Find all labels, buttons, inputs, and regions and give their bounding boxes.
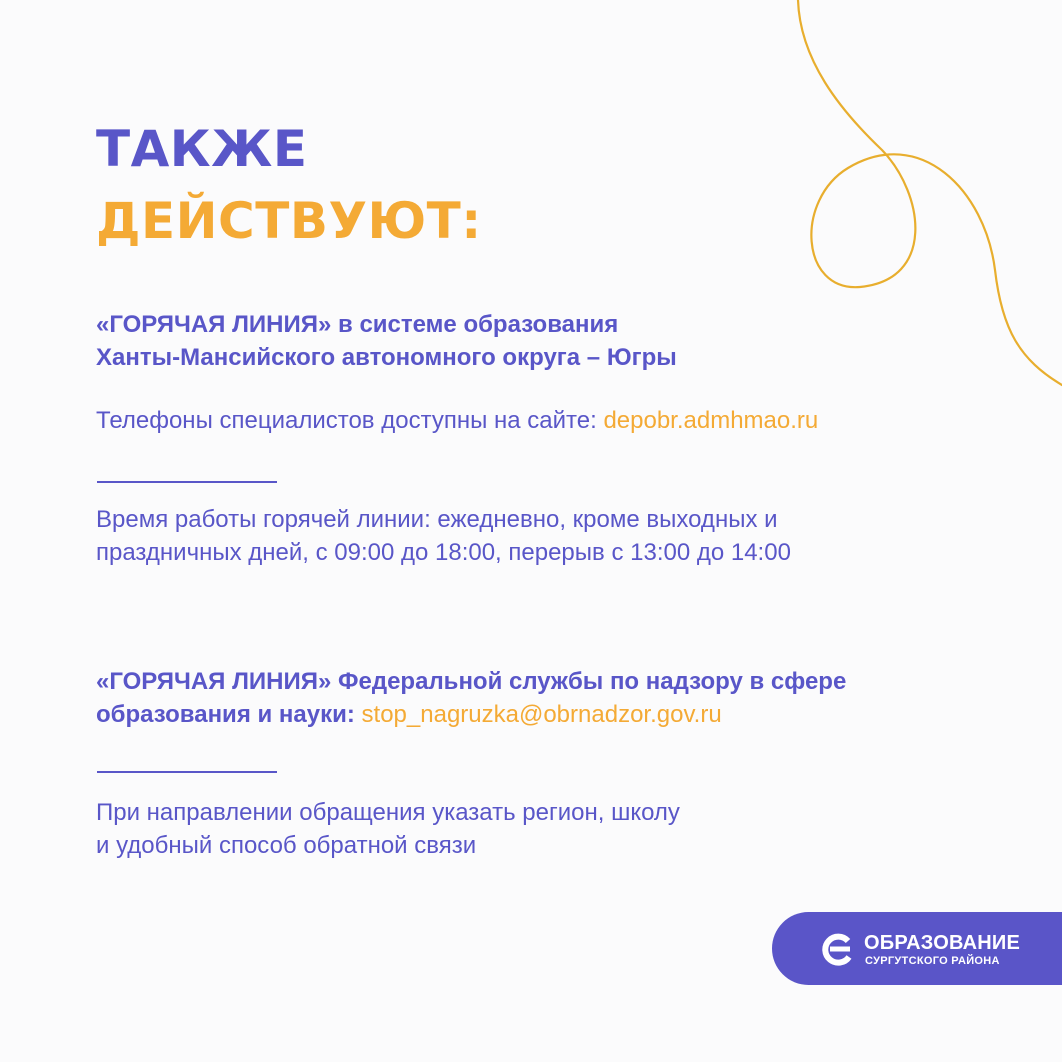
federal-hotline-title-line-2: образования и науки: [96, 701, 355, 728]
logo-subtitle: СУРГУТСКОГО РАЙОНА [865, 955, 1000, 967]
regional-hours [96, 503, 791, 569]
heading-line-1: ТАКЖЕ [96, 120, 308, 178]
note-line-1: При направлении обращения указать регион, школу [96, 799, 680, 826]
divider-1 [97, 481, 277, 483]
regional-hotline-title [96, 308, 677, 374]
regional-phones-text [96, 404, 818, 437]
regional-hotline-title-line-1: «ГОРЯЧАЯ ЛИНИЯ» в системе образования [96, 311, 619, 338]
organization-logo [772, 912, 1062, 985]
e-letter-logo-icon [820, 932, 854, 966]
regional-hotline-title-line-2: Ханты-Мансийского автономного округа – Югры [96, 344, 677, 371]
heading-line-2: ДЕЙСТВУЮТ: [96, 192, 482, 250]
phones-label: Телефоны специалистов доступны на сайте: [96, 407, 597, 434]
federal-hotline-title [96, 665, 846, 731]
federal-hotline-title-line-2-wrap [96, 698, 846, 731]
note-line-2: и удобный способ обратной связи [96, 832, 477, 859]
site-link[interactable]: depobr.admhmao.ru [603, 407, 819, 434]
divider-2 [97, 771, 277, 773]
hours-line-1: Время работы горячей линии: ежедневно, кроме выходных и [96, 506, 778, 533]
email-link[interactable]: stop_nagruzka@obrnadzor.gov.ru [361, 701, 722, 728]
hours-line-2: праздничных дней, с 09:00 до 18:00, перерыв с 13:00 до 14:00 [96, 539, 791, 566]
federal-note [96, 796, 680, 862]
logo-title: ОБРАЗОВАНИЕ [864, 932, 1021, 954]
federal-hotline-title-line-1: «ГОРЯЧАЯ ЛИНИЯ» Федеральной службы по надзору в сфере [96, 668, 847, 695]
